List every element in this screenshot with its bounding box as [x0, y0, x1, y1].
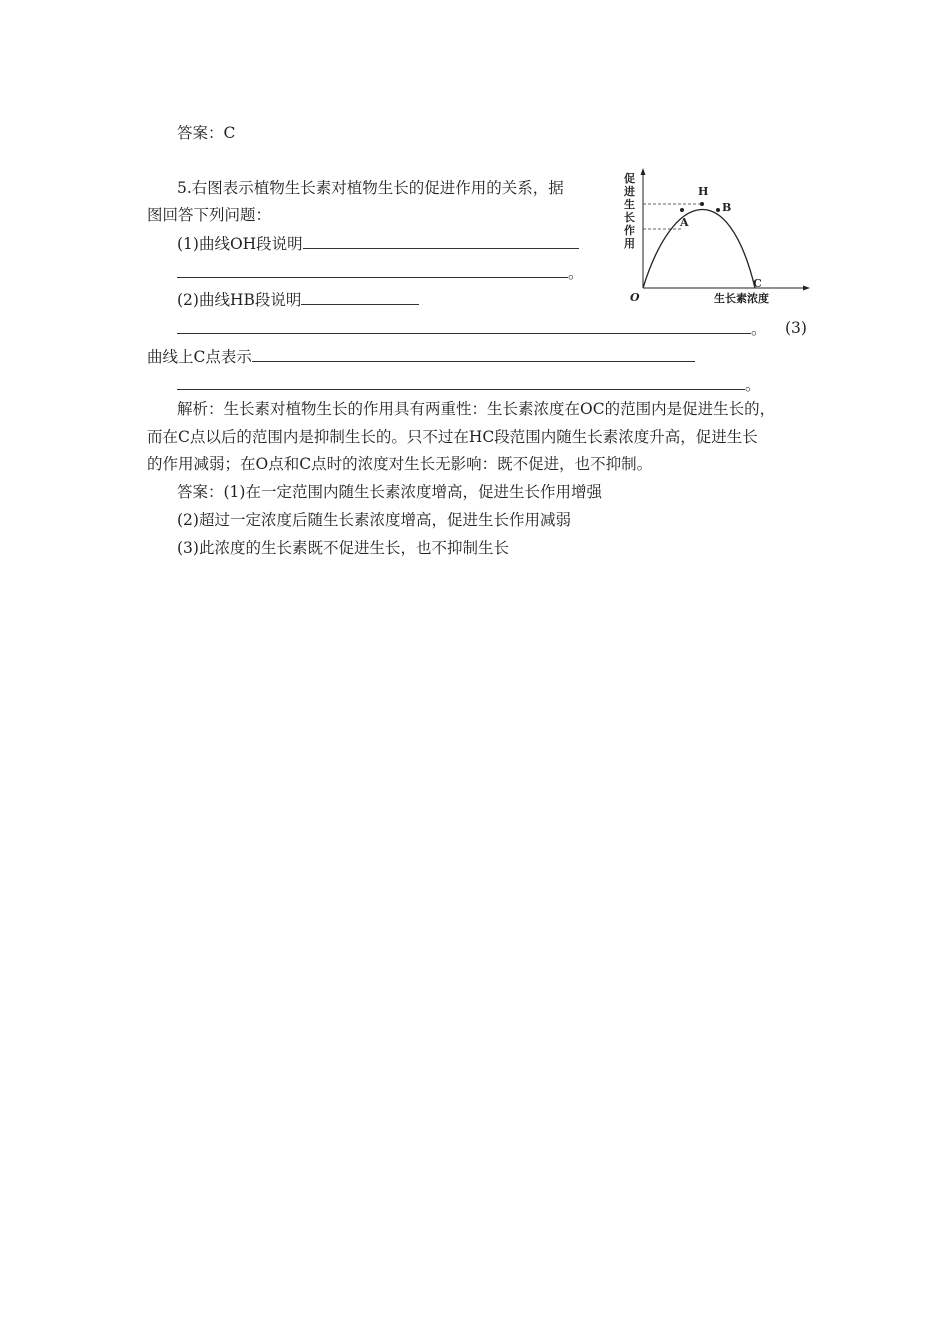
previous-answer: 答案：C [177, 124, 236, 142]
part1-period: 。 [568, 264, 584, 282]
question-intro-line1: 5.右图表示植物生长素对植物生长的促进作用的关系，据 [177, 179, 564, 197]
analysis-line2: 而在C点以后的范围内是抑制生长的。只不过在HC段范围内随生长素浓度升高，促进生长 [147, 428, 758, 446]
part2-label: (2)曲线HB段说明 [177, 291, 302, 309]
analysis-line1: 解析：生长素对植物生长的作用具有两重性：生长素浓度在OC的范围内是促进生长的， [177, 400, 776, 418]
growth-curve [643, 210, 755, 288]
y-axis-arrow-icon [641, 168, 646, 175]
question-part3-continued [177, 374, 761, 395]
y-axis-label-char: 用 [624, 237, 635, 250]
y-axis-label-char: 长 [624, 211, 635, 224]
y-axis-label-char: 进 [624, 185, 635, 198]
analysis-line3: 的作用减弱；在O点和C点时的浓度对生长无影响：既不促进，也不抑制。 [147, 455, 653, 473]
question-part1 [177, 233, 579, 254]
question-part2-continued [177, 318, 767, 339]
answer-1: 答案：(1)在一定范围内随生长素浓度增高，促进生长作用增强 [177, 483, 602, 501]
x-axis-label: 生长素浓度 [714, 292, 769, 305]
y-axis-label-char: 促 [624, 172, 635, 185]
point-a-marker [680, 208, 684, 212]
auxin-growth-curve-figure [618, 166, 814, 310]
part3-label: 曲线上C点表示 [147, 348, 252, 366]
origin-label: O [630, 291, 640, 304]
point-b-marker [716, 208, 720, 212]
question-part1-continued [177, 262, 584, 283]
part3-answer-blank-2[interactable] [177, 374, 745, 390]
part2-answer-blank-2[interactable] [177, 318, 751, 334]
y-axis-label-char: 作 [624, 224, 635, 237]
part1-label: (1)曲线OH段说明 [177, 235, 303, 253]
y-axis-label-char: 生 [624, 198, 635, 211]
part3-period: 。 [745, 376, 761, 394]
point-h-label: H [698, 185, 709, 198]
x-axis-arrow-icon [803, 286, 810, 291]
answer-3: (3)此浓度的生长素既不促进生长，也不抑制生长 [177, 539, 509, 557]
point-h-marker [700, 202, 704, 206]
part2-period: 。 [751, 320, 767, 338]
point-c-label: C [753, 277, 762, 290]
question-intro-line2: 图回答下列问题： [147, 206, 272, 224]
part2-answer-blank[interactable] [301, 289, 419, 305]
part1-answer-blank-2[interactable] [177, 262, 568, 278]
question-part2 [177, 289, 419, 310]
answer-2: (2)超过一定浓度后随生长素浓度增高，促进生长作用减弱 [177, 511, 571, 529]
part1-answer-blank[interactable] [303, 233, 579, 249]
part3-answer-blank[interactable] [252, 346, 695, 362]
part3-number: (3) [785, 319, 807, 337]
question-part3 [147, 346, 695, 367]
y-axis-label [623, 171, 635, 250]
point-b-label: B [722, 201, 732, 214]
point-a-label: A [680, 216, 689, 229]
